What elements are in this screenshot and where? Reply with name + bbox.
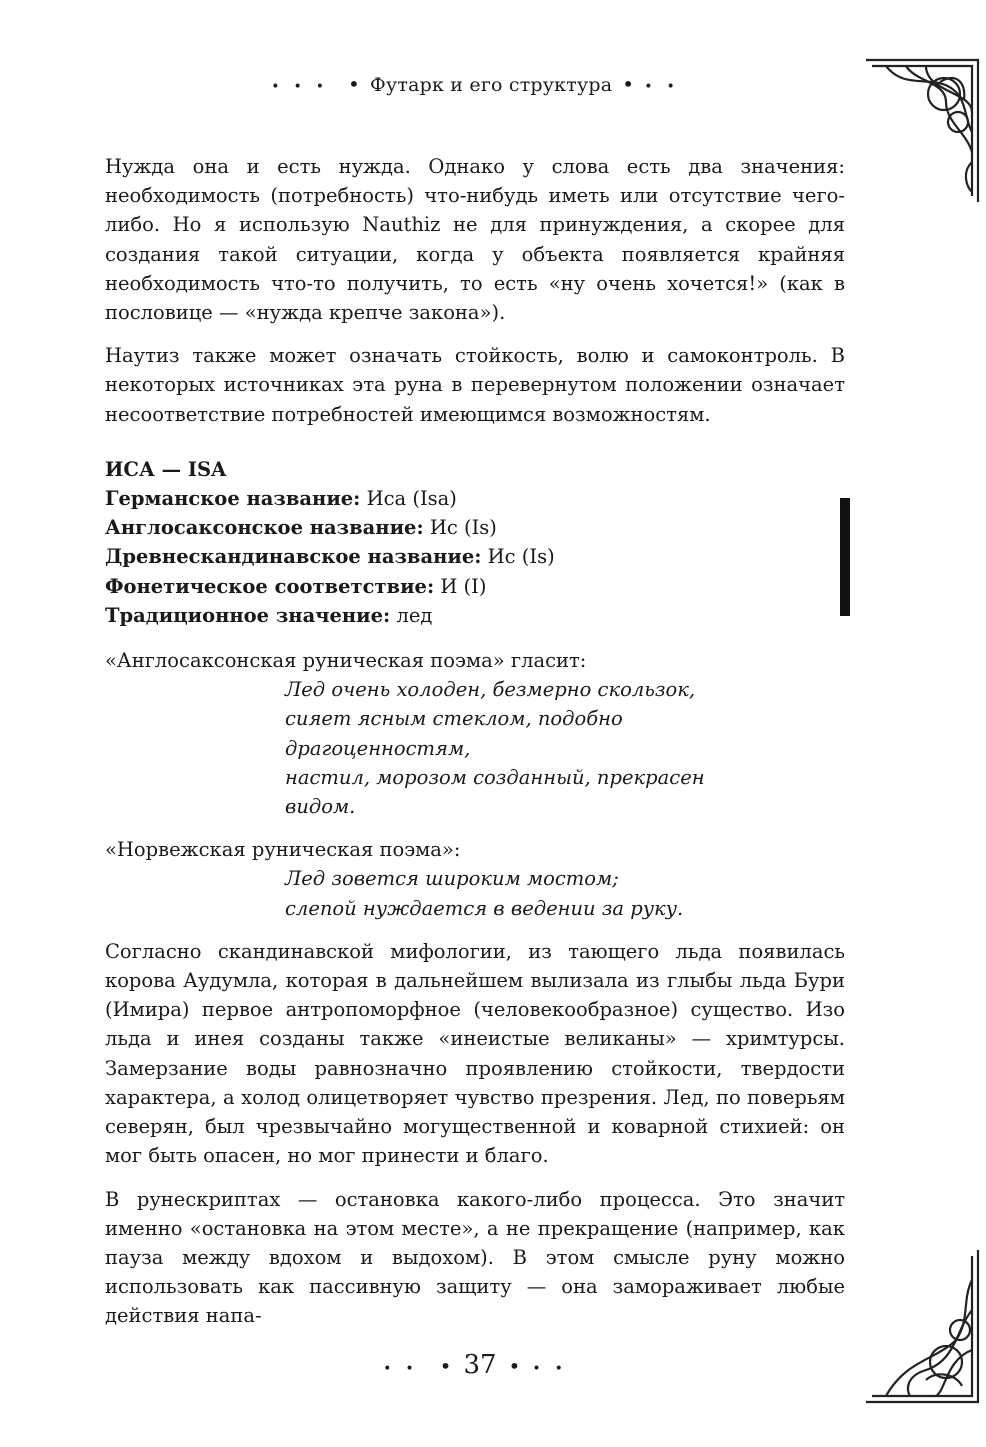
poem-line: драгоценностям, <box>285 736 471 760</box>
poem <box>285 675 845 821</box>
poem-intro: «Англосаксонская руническая поэма» гласит: <box>105 649 587 673</box>
footer-dots-right: •• <box>532 1361 577 1377</box>
page-number-footer <box>0 1350 960 1380</box>
poem-line: видом. <box>285 795 356 819</box>
footer-dots-left: •• <box>383 1361 428 1377</box>
paragraph: Наутиз также может означать стойкость, волю и самоконтроль. В некоторых источниках эта руна в перевернутом положении означает несоответствие потребностей имеющимся возможностям. <box>105 344 845 426</box>
rune-attributes <box>105 484 845 630</box>
header-dots-left: ••• <box>271 79 339 95</box>
attribute-value: Ис (Is) <box>481 545 555 569</box>
attribute-row <box>105 601 845 630</box>
poem-line: настил, морозом созданный, прекрасен <box>285 765 705 789</box>
attribute-row <box>105 513 845 542</box>
header-dot-left: • <box>348 72 361 96</box>
attribute-label: Фонетическое соответствие: <box>105 574 435 598</box>
attribute-value: Ис (Is) <box>423 516 497 540</box>
poem-line: слепой нуждается в ведении за руку. <box>285 896 684 920</box>
header-title: Футарк и его структура <box>370 74 613 96</box>
poem <box>285 864 845 922</box>
attribute-row <box>105 484 845 513</box>
attribute-label: Германское название: <box>105 487 361 511</box>
paragraph: Согласно скандинавской мифологии, из тающего льда появилась корова Аудумла, которая в дальнейшем вылизала из глыбы льда Бури (Имира) первое антропоморфное (человекообразное) существо. Изо льда и инея созданы также «инеистые великаны» — хримтурсы. Замерзание воды равнозначно проявлению стойкости, твердости характера, а холод олицетворяет чувство презрения. Лед, по поверьям северян, был чрезвычайно могущественной и коварной стихией: он мог быть опасен, но мог принести и благо. <box>105 939 845 1168</box>
poem-intro: «Норвежская руническая поэма»: <box>105 838 461 862</box>
page-number: 37 <box>463 1350 497 1380</box>
paragraph: В рунескриптах — остановка какого-либо процесса. Это значит именно «остановка на этом месте», а не прекращение (например, как пауза между вдохом и выдохом). В этом смысле руну можно использовать как пассивную защиту — она замораживает любые действия напа- <box>105 1187 845 1328</box>
attribute-value: Иса (Isa) <box>360 487 457 511</box>
page-body <box>105 152 845 1345</box>
attribute-value: лед <box>390 603 433 627</box>
header-dots-right: •• <box>644 79 689 95</box>
celtic-knot-corner-icon <box>866 1250 986 1410</box>
paragraph: Нужда она и есть нужда. Однако у слова есть два значения: необходимость (потребность) что-нибудь иметь или отсутствие чего-либо. Но я использую Nauthiz не для принуждения, а скорее для создания такой ситуации, когда у объекта появляется крайняя необходимость что-то получить, то есть «ну очень хочется!» (как в пословице — «нужда крепче закона»). <box>105 155 845 325</box>
poem-line: Лед зовется широким мостом; <box>285 867 619 891</box>
section-title: ИСА — ISA <box>105 457 227 481</box>
footer-dot-right: • <box>508 1354 521 1378</box>
attribute-value: И (I) <box>434 574 487 598</box>
attribute-label: Древнескандинавское название: <box>105 545 482 569</box>
celtic-knot-corner-icon <box>866 52 986 212</box>
attribute-label: Англосаксонское название: <box>105 516 424 540</box>
poem-line: сияет ясным стеклом, подобно <box>285 707 623 731</box>
header-dot-right: • <box>622 72 635 96</box>
attribute-row <box>105 572 845 601</box>
running-head <box>0 72 960 96</box>
footer-dot-left: • <box>439 1354 452 1378</box>
poem-line: Лед очень холоден, безмерно скользок, <box>285 678 696 702</box>
attribute-label: Традиционное значение: <box>105 603 391 627</box>
attribute-row <box>105 542 845 571</box>
